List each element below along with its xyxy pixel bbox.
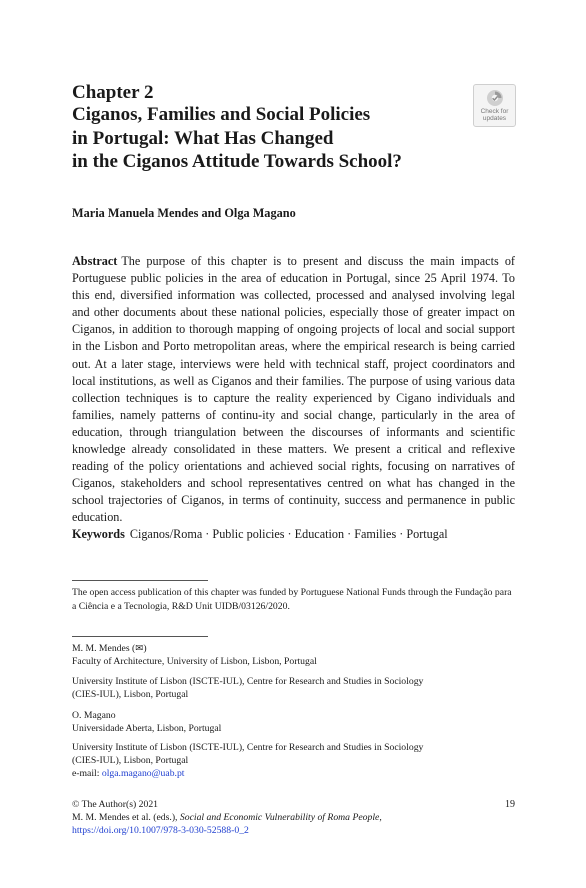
- footnote-divider: [72, 580, 208, 581]
- affiliation-line: University Institute of Lisbon (ISCTE-IUL), Centre for Research and Studies in Sociology: [72, 742, 424, 753]
- keywords: [72, 526, 515, 543]
- affiliation-divider: [72, 636, 208, 637]
- keywords-label: Keywords: [72, 527, 125, 541]
- affiliation-magano-2: [72, 741, 515, 780]
- email-line: [72, 767, 515, 780]
- affiliation-magano: [72, 709, 515, 735]
- author-name: O. Magano: [72, 710, 116, 721]
- affiliation-mendes-2: [72, 675, 515, 701]
- funding-note: The open access publication of this chapter was funded by Portuguese National Funds through the Fundação para a Ciência e a Tecnologia, R&D Unit UIDB/03126/2020.: [72, 587, 512, 612]
- affiliation-line: (CIES-IUL), Lisbon, Portugal: [72, 689, 189, 700]
- keywords-text: Ciganos/Roma · Public policies · Education · Families · Portugal: [129, 527, 448, 541]
- copyright: © The Author(s) 2021: [72, 799, 159, 810]
- book-title: Social and Economic Vulnerability of Roma People: [179, 812, 380, 824]
- footer-copyright-row: [72, 798, 515, 811]
- affiliation-line: University Institute of Lisbon (ISCTE-IUL), Centre for Research and Studies in Sociology: [72, 676, 424, 687]
- email-label: e-mail:: [72, 768, 100, 779]
- affiliation-line: Faculty of Architecture, University of Lisbon, Lisbon, Portugal: [72, 656, 317, 667]
- chapter-title-line: in Portugal: What Has Changed: [72, 127, 334, 149]
- chapter-title-line: Ciganos, Families and Social Policies: [72, 104, 371, 125]
- author-name: M. M. Mendes (✉): [72, 643, 147, 654]
- affiliation-line: Universidade Aberta, Lisbon, Portugal: [72, 723, 222, 734]
- affiliation-mendes: [72, 642, 515, 668]
- check-for-updates-text: Check for updates: [480, 108, 509, 122]
- abstract: [72, 253, 515, 527]
- page-number: 19: [505, 799, 515, 810]
- check-for-updates-badge[interactable]: [473, 84, 516, 127]
- abstract-label: Abstract: [72, 254, 118, 268]
- affiliation-line: (CIES-IUL), Lisbon, Portugal: [72, 755, 189, 766]
- chapter-label: Chapter 2: [72, 82, 154, 103]
- chapter-title-line: in the Ciganos Attitude Towards School?: [72, 151, 402, 172]
- email-link[interactable]: olga.magano@uab.pt: [101, 768, 185, 779]
- doi-link[interactable]: https://doi.org/10.1007/978-3-030-52588-0_2: [72, 825, 249, 837]
- abstract-text: The purpose of this chapter is to present and discuss the main impacts of Portuguese public policies in the area of education in Portugal, since 25 April 1974. To this end, diversified information was collected, processed and analysed involving legal and other documents about these national policies, especially those of greater impact on Ciganos, in addition to thorough mapping of ongoing projects of local and social support in the Lisbon and Porto metropolitan areas, where the empirical research is being carried out. At a later stage, interviews were held with technical staff, project coordinators and local institutions, as well as Ciganos and their families. The purpose of using various data collection techniques is to capture the reality experienced by Cigano individuals and families, namely patterns of continu-ity and social change, particularly in the area of education, through triangulation between the discourses of informants and scientific knowledge already consolidated in these matters. We present a critical and reflexive reading of the policy orientations and achieved social rights, focusing on narratives of Ciganos, stakeholders and school representatives centred on what has changed in the school trajectories of Ciganos, in terms of continuity, success and permanence in public education.: [72, 254, 515, 525]
- chapter-title: [72, 103, 472, 174]
- footer: [72, 798, 515, 838]
- authors: Maria Manuela Mendes and Olga Magano: [72, 206, 296, 220]
- citation: M. M. Mendes et al. (eds.), Social and Economic Vulnerability of Roma People,: [72, 812, 382, 824]
- check-for-updates-icon: [486, 89, 504, 107]
